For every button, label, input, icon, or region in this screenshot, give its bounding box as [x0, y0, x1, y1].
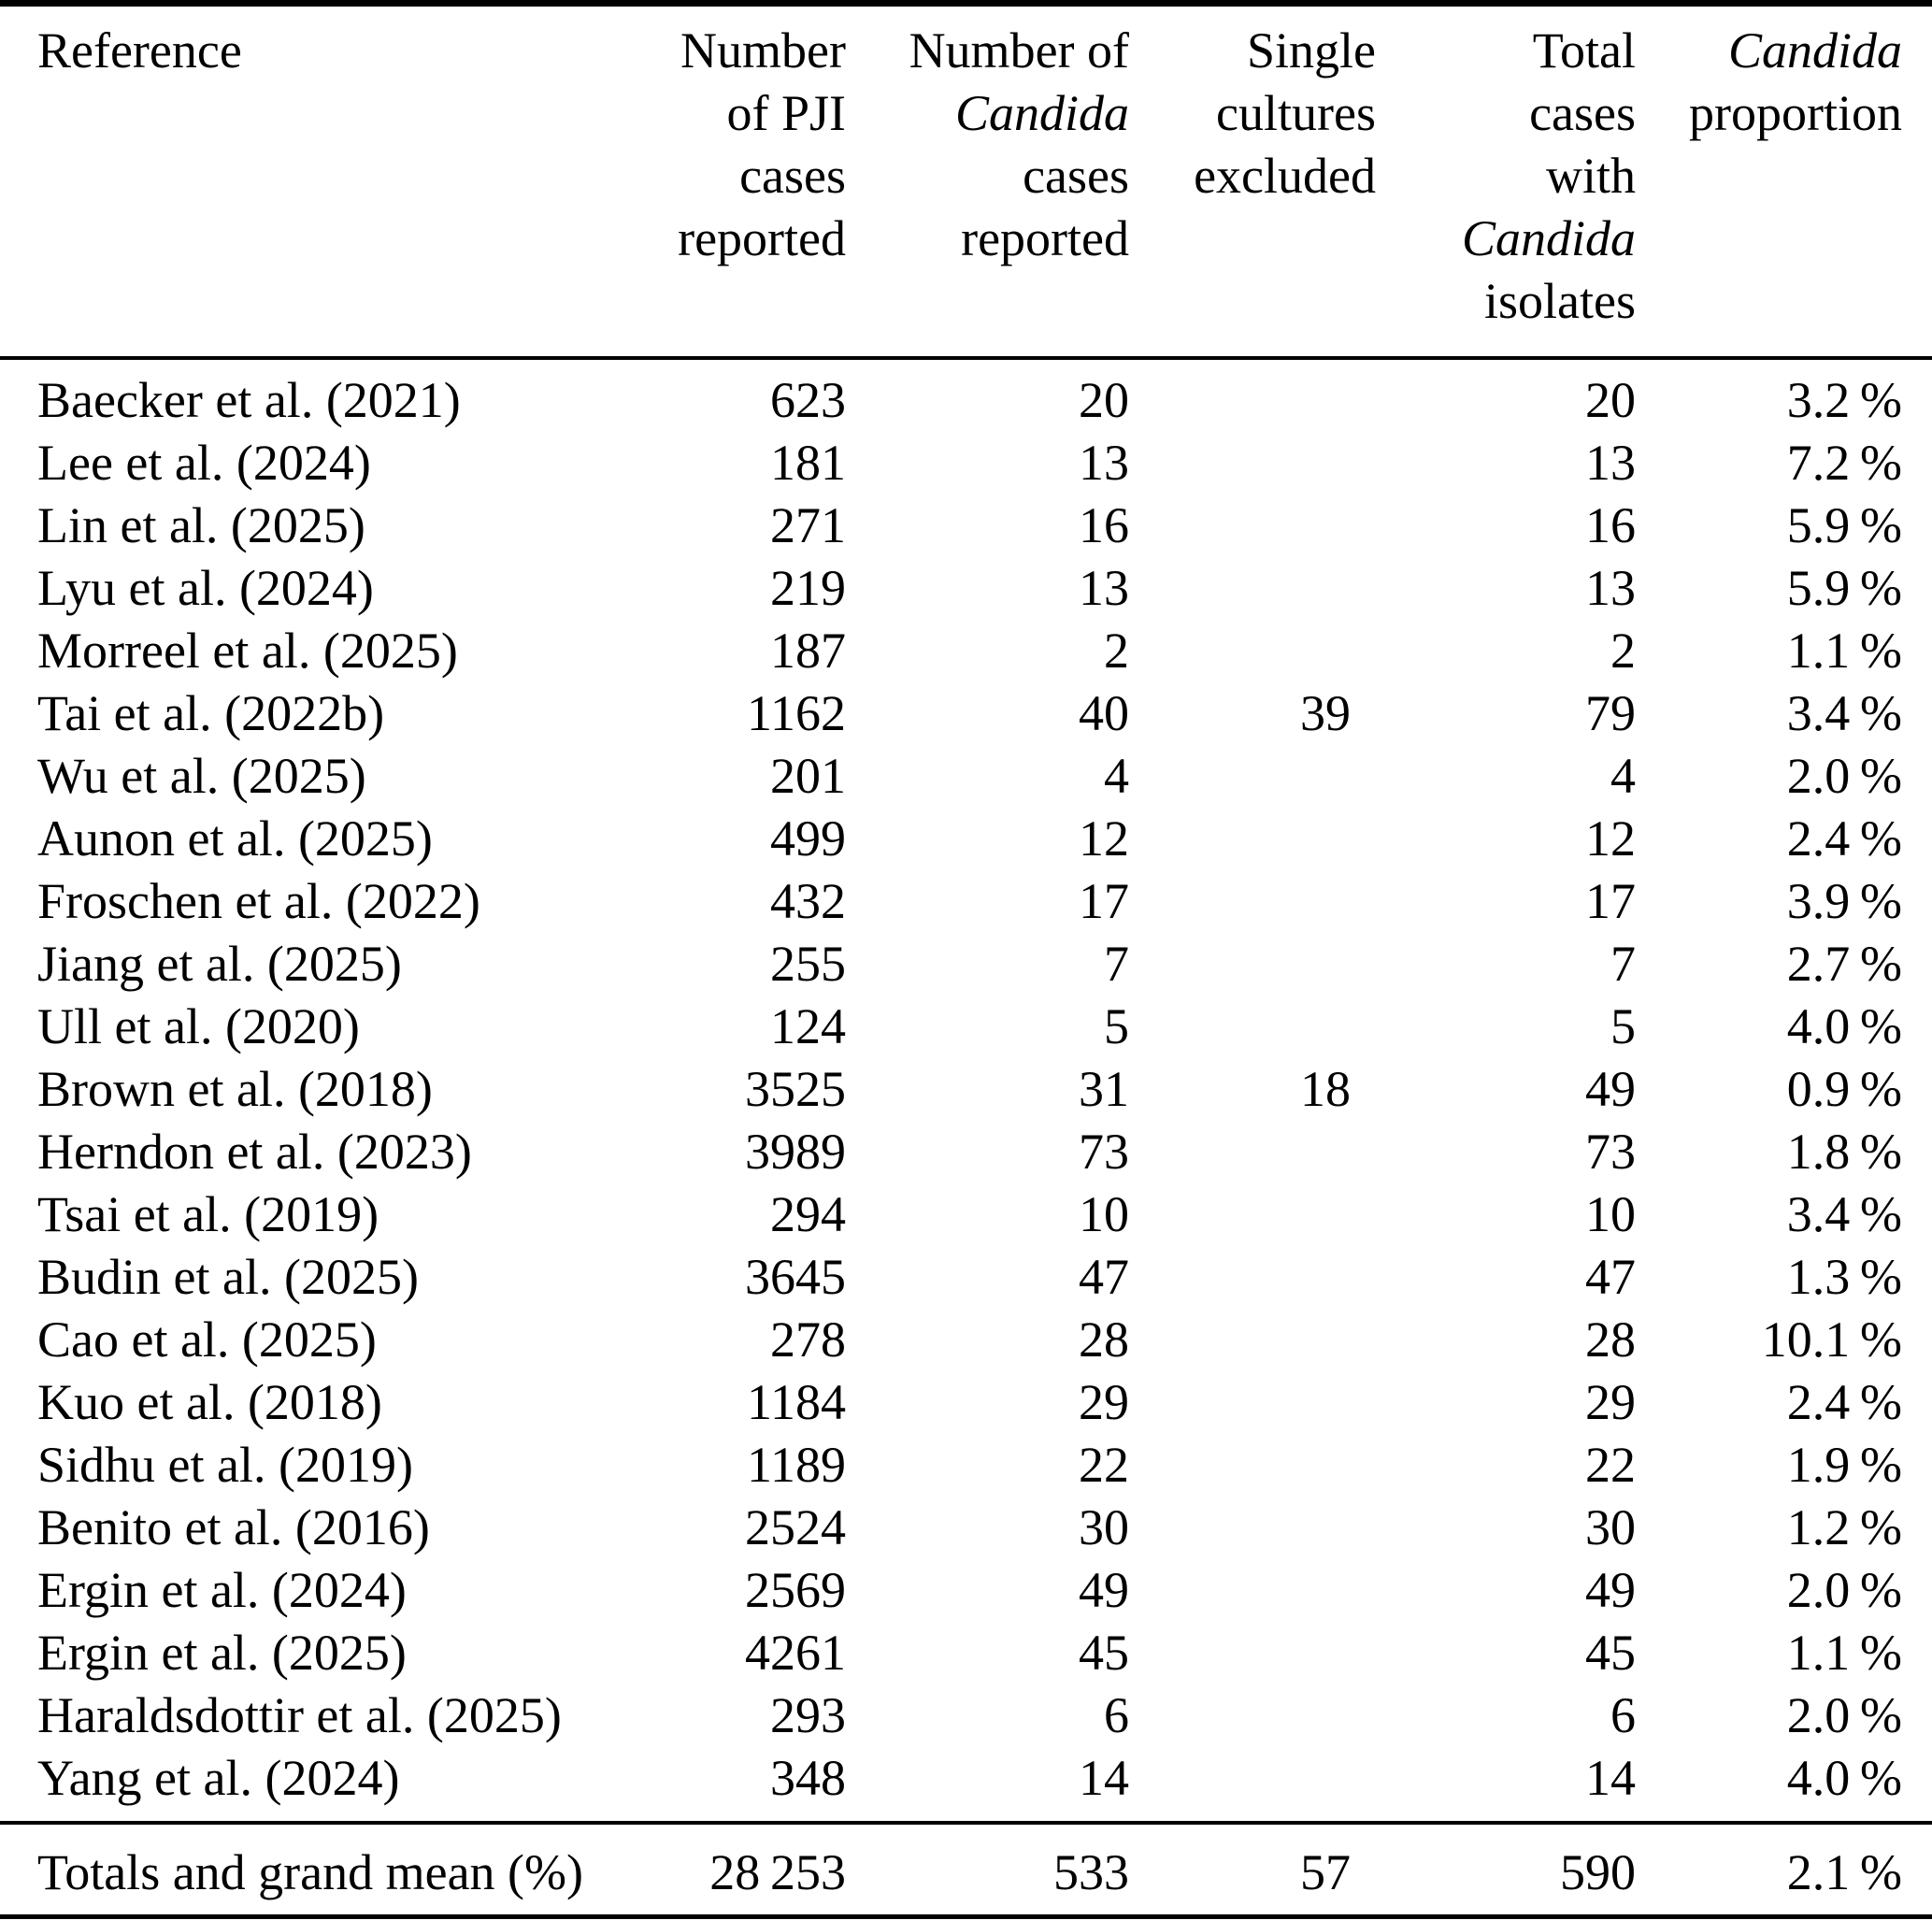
header-text: excluded — [1194, 148, 1376, 204]
candida-cases-reported-cell: 28 — [1079, 1311, 1129, 1368]
totals-row — [0, 1823, 1932, 1917]
single-cultures-excluded-cell — [1129, 1309, 1376, 1371]
single-cultures-excluded-cell — [1129, 1497, 1376, 1559]
single-cultures-excluded-cell — [1129, 808, 1376, 870]
candida-cases-reported-cell: 29 — [1079, 1374, 1129, 1430]
candida-proportion-cell: 1.1 % — [1786, 1625, 1902, 1681]
reference-cell: Wu et al. (2025) — [37, 748, 366, 804]
pji-cases-reported-cell: 3645 — [745, 1249, 846, 1305]
reference-cell: Lyu et al. (2024) — [37, 560, 374, 616]
candida-cases-reported-cell: 49 — [1079, 1562, 1129, 1618]
table-row — [0, 1121, 1932, 1183]
table-row — [0, 1371, 1932, 1434]
total-candida-cases-cell: 28 — [1585, 1311, 1636, 1368]
reference-cell: Lin et al. (2025) — [37, 497, 365, 553]
single-cultures-excluded-cell — [1129, 494, 1376, 557]
single-cultures-excluded-cell — [1129, 870, 1376, 933]
table-row — [0, 432, 1932, 494]
table-row — [0, 1183, 1932, 1246]
column-header-candida-cases-reported — [846, 4, 1129, 359]
header-text: Number of — [909, 22, 1129, 79]
single-cultures-excluded-cell — [1129, 358, 1376, 432]
single-cultures-excluded-cell — [1129, 1747, 1376, 1823]
header-text: reported — [678, 210, 846, 266]
table-header — [0, 4, 1932, 359]
header-text: cases — [1529, 85, 1636, 141]
candida-proportion-cell: 1.1 % — [1786, 623, 1902, 679]
column-header-pji-cases-reported — [608, 4, 846, 359]
total-candida-cases-cell: 12 — [1585, 810, 1636, 867]
totals-total-candida-cases: 590 — [1376, 1823, 1636, 1917]
candida-proportion-cell: 3.9 % — [1786, 873, 1902, 929]
reference-cell: Herndon et al. (2023) — [37, 1124, 472, 1180]
pji-cases-reported-cell: 499 — [770, 810, 846, 867]
reference-cell: Tai et al. (2022b) — [37, 685, 385, 741]
reference-cell: Benito et al. (2016) — [37, 1499, 430, 1555]
candida-proportion-cell: 5.9 % — [1786, 497, 1902, 553]
single-cultures-excluded-cell: 18 — [1300, 1061, 1351, 1117]
candida-cases-reported-cell: 40 — [1079, 685, 1129, 741]
total-candida-cases-cell: 17 — [1585, 873, 1636, 929]
reference-cell: Haraldsdottir et al. (2025) — [37, 1687, 562, 1743]
candida-cases-reported-cell: 16 — [1079, 497, 1129, 553]
header-text: cases — [739, 148, 846, 204]
table-footer — [0, 1823, 1932, 1917]
table-row — [0, 870, 1932, 933]
total-candida-cases-cell: 22 — [1585, 1437, 1636, 1493]
reference-cell: Ergin et al. (2024) — [37, 1562, 407, 1618]
pji-cases-reported-cell: 2524 — [745, 1499, 846, 1555]
single-cultures-excluded-cell: 39 — [1300, 685, 1351, 741]
single-cultures-excluded-cell — [1129, 620, 1376, 682]
reference-cell: Brown et al. (2018) — [37, 1061, 433, 1117]
candida-cases-reported-cell: 22 — [1079, 1437, 1129, 1493]
candida-proportion-cell: 3.2 % — [1786, 372, 1902, 428]
candida-cases-reported-cell: 2 — [1104, 623, 1129, 679]
reference-cell: Morreel et al. (2025) — [37, 623, 458, 679]
candida-proportion-cell: 2.0 % — [1786, 1562, 1902, 1618]
reference-cell: Aunon et al. (2025) — [37, 810, 433, 867]
candida-proportion-cell: 1.8 % — [1786, 1124, 1902, 1180]
header-text: with — [1545, 148, 1636, 204]
table-row — [0, 808, 1932, 870]
pji-cases-reported-cell: 187 — [770, 623, 846, 679]
table-row — [0, 358, 1932, 432]
totals-candida-cases: 533 — [846, 1823, 1129, 1917]
reference-cell: Lee et al. (2024) — [37, 435, 371, 491]
table-row — [0, 1309, 1932, 1371]
total-candida-cases-cell: 2 — [1610, 623, 1636, 679]
candida-cases-reported-cell: 30 — [1079, 1499, 1129, 1555]
single-cultures-excluded-cell — [1129, 432, 1376, 494]
totals-candida-proportion: 2.1 % — [1636, 1823, 1932, 1917]
total-candida-cases-cell: 47 — [1585, 1249, 1636, 1305]
total-candida-cases-cell: 5 — [1610, 998, 1636, 1054]
totals-label: Totals and grand mean (%) — [0, 1823, 608, 1917]
header-text: Reference — [37, 22, 242, 79]
single-cultures-excluded-cell — [1129, 1622, 1376, 1684]
pji-cases-reported-cell: 201 — [770, 748, 846, 804]
pji-cases-reported-cell: 181 — [770, 435, 846, 491]
candida-cases-reported-cell: 7 — [1104, 936, 1129, 992]
total-candida-cases-cell: 6 — [1610, 1687, 1636, 1743]
reference-cell: Jiang et al. (2025) — [37, 936, 402, 992]
reference-cell: Kuo et al. (2018) — [37, 1374, 382, 1430]
candida-proportion-cell: 2.4 % — [1786, 1374, 1902, 1430]
totals-single-cultures-excluded: 57 — [1129, 1823, 1376, 1917]
total-candida-cases-cell: 45 — [1585, 1625, 1636, 1681]
table-row — [0, 1058, 1932, 1121]
pji-cases-reported-cell: 293 — [770, 1687, 846, 1743]
single-cultures-excluded-cell — [1129, 745, 1376, 808]
pji-cases-reported-cell: 219 — [770, 560, 846, 616]
pji-cases-reported-cell: 255 — [770, 936, 846, 992]
header-text: of PJI — [726, 85, 846, 141]
pji-cases-reported-cell: 2569 — [745, 1562, 846, 1618]
header-text: Total — [1532, 22, 1636, 79]
total-candida-cases-cell: 29 — [1585, 1374, 1636, 1430]
table-row — [0, 682, 1932, 745]
table-row — [0, 933, 1932, 996]
total-candida-cases-cell: 49 — [1585, 1562, 1636, 1618]
header-text: Candida — [954, 85, 1129, 141]
pji-cases-reported-cell: 1189 — [747, 1437, 846, 1493]
candida-cases-reported-cell: 10 — [1079, 1186, 1129, 1242]
candida-cases-reported-cell: 13 — [1079, 560, 1129, 616]
header-text: isolates — [1484, 273, 1636, 329]
pji-cases-reported-cell: 623 — [770, 372, 846, 428]
candida-proportion-cell: 3.4 % — [1786, 685, 1902, 741]
single-cultures-excluded-cell — [1129, 1559, 1376, 1622]
single-cultures-excluded-cell — [1129, 1183, 1376, 1246]
table-row — [0, 620, 1932, 682]
table-row — [0, 1747, 1932, 1823]
table-row — [0, 494, 1932, 557]
candida-proportion-cell: 1.3 % — [1786, 1249, 1902, 1305]
total-candida-cases-cell: 49 — [1585, 1061, 1636, 1117]
pji-cases-reported-cell: 124 — [770, 998, 846, 1054]
pji-cases-reported-cell: 4261 — [745, 1625, 846, 1681]
pji-cases-reported-cell: 278 — [770, 1311, 846, 1368]
pji-cases-reported-cell: 3989 — [745, 1124, 846, 1180]
header-row — [0, 4, 1932, 359]
candida-proportion-cell: 5.9 % — [1786, 560, 1902, 616]
pji-cases-reported-cell: 1162 — [747, 685, 846, 741]
candida-proportion-cell: 4.0 % — [1786, 1750, 1902, 1806]
header-text: cultures — [1216, 85, 1376, 141]
table-row — [0, 1559, 1932, 1622]
total-candida-cases-cell: 79 — [1585, 685, 1636, 741]
single-cultures-excluded-cell — [1129, 933, 1376, 996]
candida-cases-reported-cell: 6 — [1104, 1687, 1129, 1743]
candida-cases-reported-cell: 4 — [1104, 748, 1129, 804]
single-cultures-excluded-cell — [1129, 1371, 1376, 1434]
reference-cell: Froschen et al. (2022) — [37, 873, 480, 929]
candida-cases-reported-cell: 47 — [1079, 1249, 1129, 1305]
candida-cases-reported-cell: 73 — [1079, 1124, 1129, 1180]
header-text: Single — [1246, 22, 1376, 79]
header-text: Candida — [1727, 22, 1902, 79]
table-body — [0, 358, 1932, 1823]
column-header-reference — [0, 4, 608, 359]
candida-cases-reported-cell: 12 — [1079, 810, 1129, 867]
single-cultures-excluded-cell — [1129, 996, 1376, 1058]
candida-proportion-cell: 2.7 % — [1786, 936, 1902, 992]
candida-proportion-cell: 3.4 % — [1786, 1186, 1902, 1242]
total-candida-cases-cell: 10 — [1585, 1186, 1636, 1242]
reference-cell: Yang et al. (2024) — [37, 1750, 400, 1806]
header-text: reported — [961, 210, 1129, 266]
candida-cases-reported-cell: 45 — [1079, 1625, 1129, 1681]
table-row — [0, 557, 1932, 620]
reference-cell: Ull et al. (2020) — [37, 998, 360, 1054]
total-candida-cases-cell: 7 — [1610, 936, 1636, 992]
column-header-total-candida-cases — [1376, 4, 1636, 359]
total-candida-cases-cell: 13 — [1585, 560, 1636, 616]
candida-proportion-cell: 2.0 % — [1786, 1687, 1902, 1743]
pji-cases-reported-cell: 348 — [770, 1750, 846, 1806]
reference-cell: Sidhu et al. (2019) — [37, 1437, 413, 1493]
candida-proportion-cell: 2.4 % — [1786, 810, 1902, 867]
candida-cases-reported-cell: 13 — [1079, 435, 1129, 491]
total-candida-cases-cell: 13 — [1585, 435, 1636, 491]
candida-cases-reported-cell: 17 — [1079, 873, 1129, 929]
column-header-single-cultures-excluded — [1129, 4, 1376, 359]
candida-proportion-cell: 2.0 % — [1786, 748, 1902, 804]
totals-pji-cases: 28 253 — [608, 1823, 846, 1917]
reference-cell: Ergin et al. (2025) — [37, 1625, 407, 1681]
total-candida-cases-cell: 14 — [1585, 1750, 1636, 1806]
table-row — [0, 1246, 1932, 1309]
candida-proportion-cell: 10.1 % — [1761, 1311, 1902, 1368]
table-row — [0, 996, 1932, 1058]
reference-cell: Budin et al. (2025) — [37, 1249, 419, 1305]
pji-cases-reported-cell: 1184 — [747, 1374, 846, 1430]
candida-proportion-cell: 4.0 % — [1786, 998, 1902, 1054]
candida-cases-reported-cell: 14 — [1079, 1750, 1129, 1806]
candida-cases-reported-cell: 5 — [1104, 998, 1129, 1054]
candida-proportion-cell: 1.9 % — [1786, 1437, 1902, 1493]
total-candida-cases-cell: 4 — [1610, 748, 1636, 804]
pji-cases-reported-cell: 3525 — [745, 1061, 846, 1117]
candida-cases-reported-cell: 20 — [1079, 372, 1129, 428]
header-text: Candida — [1461, 210, 1636, 266]
header-text: cases — [1023, 148, 1129, 204]
candida-proportion-cell: 0.9 % — [1786, 1061, 1902, 1117]
reference-cell: Tsai et al. (2019) — [37, 1186, 379, 1242]
candida-proportion-cell: 1.2 % — [1786, 1499, 1902, 1555]
total-candida-cases-cell: 20 — [1585, 372, 1636, 428]
pji-cases-reported-cell: 271 — [770, 497, 846, 553]
total-candida-cases-cell: 73 — [1585, 1124, 1636, 1180]
single-cultures-excluded-cell — [1129, 1684, 1376, 1747]
table-row — [0, 1622, 1932, 1684]
pji-cases-reported-cell: 432 — [770, 873, 846, 929]
table-row — [0, 1684, 1932, 1747]
header-text: proportion — [1689, 85, 1902, 141]
header-text: Number — [680, 22, 846, 79]
single-cultures-excluded-cell — [1129, 1246, 1376, 1309]
column-header-candida-proportion — [1636, 4, 1932, 359]
table-row — [0, 1497, 1932, 1559]
single-cultures-excluded-cell — [1129, 1121, 1376, 1183]
candida-cases-reported-cell: 31 — [1079, 1061, 1129, 1117]
reference-cell: Cao et al. (2025) — [37, 1311, 377, 1368]
candida-proportion-cell: 7.2 % — [1786, 435, 1902, 491]
single-cultures-excluded-cell — [1129, 1434, 1376, 1497]
pji-cases-reported-cell: 294 — [770, 1186, 846, 1242]
table-row — [0, 1434, 1932, 1497]
total-candida-cases-cell: 30 — [1585, 1499, 1636, 1555]
total-candida-cases-cell: 16 — [1585, 497, 1636, 553]
table-row — [0, 745, 1932, 808]
single-cultures-excluded-cell — [1129, 557, 1376, 620]
reference-cell: Baecker et al. (2021) — [37, 372, 461, 428]
